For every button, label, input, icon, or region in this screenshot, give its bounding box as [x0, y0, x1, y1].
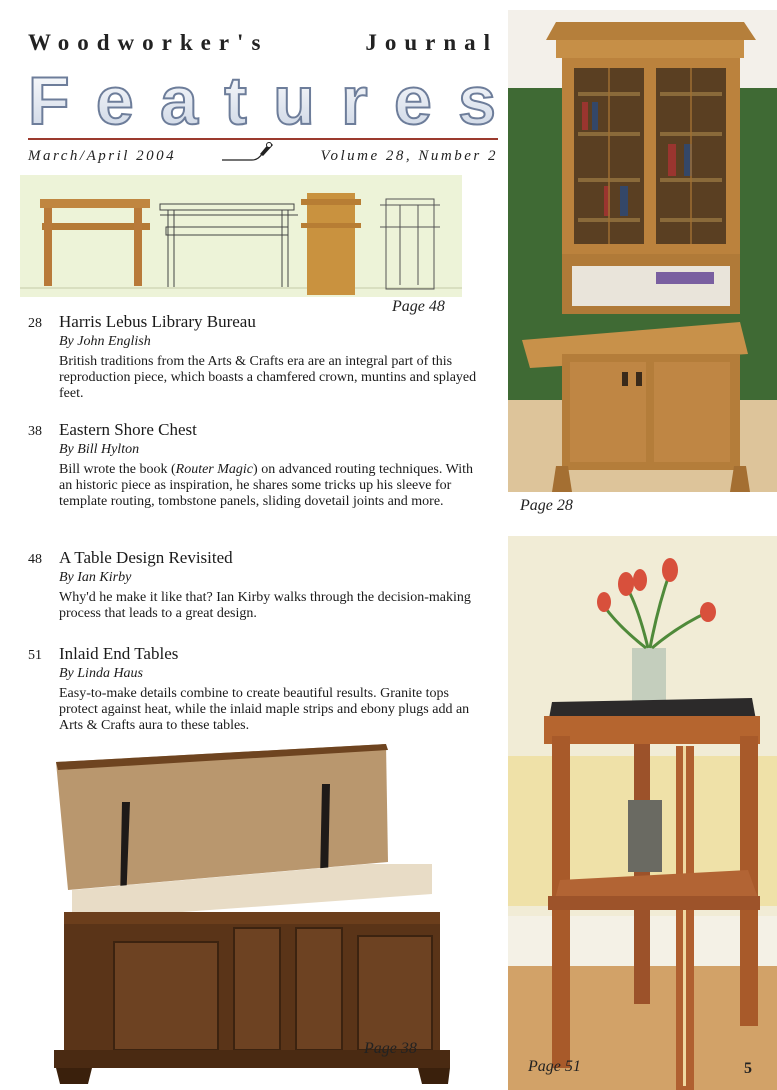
article-title[interactable]: Inlaid End Tables	[59, 644, 179, 663]
article-3[interactable]	[28, 548, 493, 623]
section-title-text: Features	[28, 70, 496, 132]
article-title[interactable]: Harris Lebus Library Bureau	[59, 312, 256, 331]
bureau-photo	[508, 10, 777, 492]
article-page-number: 38	[28, 424, 42, 439]
book-title: Router Magic	[175, 462, 254, 477]
magazine-name-left: Woodworker's	[28, 30, 269, 55]
article-title[interactable]: A Table Design Revisited	[59, 548, 233, 567]
article-1[interactable]	[28, 312, 493, 402]
page-label-table: Page 51	[528, 1058, 581, 1075]
page-label-sketch: Page 48	[392, 298, 445, 315]
article-description: Why'd he make it like that? Ian Kirby walks through the decision-making process that leads to a great design.	[59, 590, 471, 621]
article-byline: By Ian Kirby	[59, 570, 132, 585]
article-description: British traditions from the Arts & Crafts era are an integral part of this reproduction piece, which boasts a chamfered crown, muntins and splayed feet.	[59, 354, 477, 401]
chest-photo	[52, 744, 460, 1084]
article-title[interactable]: Eastern Shore Chest	[59, 420, 197, 439]
design-sketches	[20, 175, 462, 297]
sketch-side-panel	[301, 193, 361, 295]
article-page-number: 51	[28, 648, 42, 663]
article-4[interactable]	[28, 644, 493, 736]
article-page-number: 28	[28, 316, 42, 331]
article-byline: By Linda Haus	[59, 666, 143, 681]
end-table-photo	[508, 536, 777, 1090]
article-description: Bill wrote the book (Router Magic) on advanced routing techniques. With an historic piece as inspiration, he shares some tricks up his sleeve for template routing, tombstone panels, sliding dovetail joints and more.	[59, 462, 474, 509]
article-byline: By Bill Hylton	[59, 442, 140, 457]
page-label-chest: Page 38	[364, 1040, 417, 1057]
section-title	[28, 70, 498, 132]
magazine-masthead	[28, 30, 498, 56]
issue-date: March/April 2004	[28, 148, 177, 164]
article-byline: By John English	[59, 334, 151, 349]
article-description: Easy-to-make details combine to create beautiful results. Granite tops protect against heat, while the inlaid maple strips and ebony plugs add an Arts & Crafts aura to these tables.	[59, 686, 470, 733]
page-label-bureau: Page 28	[520, 497, 573, 514]
magazine-name-right: Journal	[365, 30, 498, 55]
page-folio: 5	[744, 1060, 752, 1077]
article-page-number: 48	[28, 552, 42, 567]
pen-icon	[222, 140, 274, 164]
article-2[interactable]	[28, 420, 493, 530]
issue-volume: Volume 28, Number 2	[320, 148, 498, 164]
